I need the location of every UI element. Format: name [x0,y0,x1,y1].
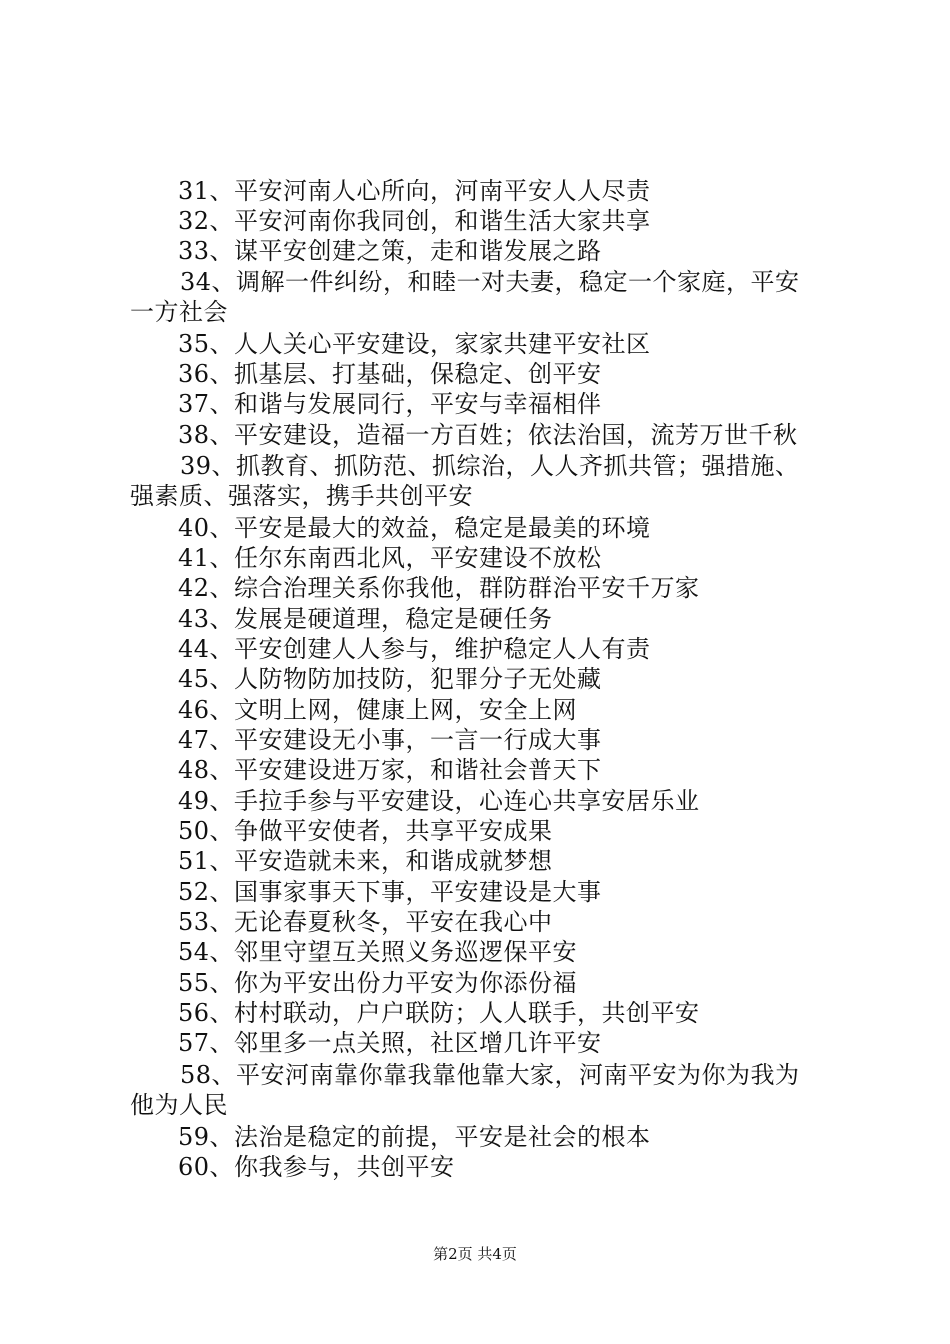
list-item: 44、平安创建人人参与，维护稳定人人有责 [178,635,651,663]
list-item: 46、文明上网，健康上网，安全上网 [178,696,578,724]
list-item: 32、平安河南你我同创，和谐生活大家共享 [178,207,651,235]
list-item: 52、国事家事天下事，平安建设是大事 [178,878,602,906]
list-item: 60、你我参与，共创平安 [178,1153,455,1181]
list-item: 39、抓教育、抓防范、抓综治，人人齐抓共管；强措施、 [180,452,800,480]
list-item: 41、任尔东南西北风，平安建设不放松 [178,544,602,572]
list-item: 57、邻里多一点关照，社区增几许平安 [178,1029,602,1057]
list-item-continuation: 一方社会 [130,298,228,326]
list-item: 35、人人关心平安建设，家家共建平安社区 [178,330,651,358]
list-item: 50、争做平安使者，共享平安成果 [178,817,553,845]
list-item: 47、平安建设无小事，一言一行成大事 [178,726,602,754]
list-item: 37、和谐与发展同行，平安与幸福相伴 [178,390,602,418]
list-item: 33、谋平安创建之策，走和谐发展之路 [178,237,602,265]
list-item: 59、法治是稳定的前提，平安是社会的根本 [178,1123,651,1151]
list-item: 55、你为平安出份力平安为你添份福 [178,969,578,997]
list-item: 58、平安河南靠你靠我靠他靠大家，河南平安为你为我为 [180,1061,800,1089]
list-item: 40、平安是最大的效益，稳定是最美的环境 [178,514,651,542]
list-item-continuation: 强素质、强落实，携手共创平安 [130,482,473,510]
list-item: 36、抓基层、打基础，保稳定、创平安 [178,360,602,388]
list-item: 48、平安建设进万家，和谐社会普天下 [178,756,602,784]
list-item: 34、调解一件纠纷，和睦一对夫妻，稳定一个家庭，平安 [180,268,800,296]
list-item: 43、发展是硬道理，稳定是硬任务 [178,605,553,633]
list-item: 51、平安造就未来，和谐成就梦想 [178,847,553,875]
list-item-continuation: 他为人民 [130,1091,228,1119]
list-item: 31、平安河南人心所向，河南平安人人尽责 [178,177,651,205]
list-item: 49、手拉手参与平安建设，心连心共享安居乐业 [178,787,700,815]
list-item: 38、平安建设，造福一方百姓；依法治国，流芳万世千秋 [178,421,798,449]
list-item: 53、无论春夏秋冬，平安在我心中 [178,908,553,936]
page-footer: 第2页 共4页 [433,1245,517,1263]
list-item: 56、村村联动，户户联防；人人联手，共创平安 [178,999,700,1027]
list-item: 45、人防物防加技防，犯罪分子无处藏 [178,665,602,693]
list-item: 42、综合治理关系你我他，群防群治平安千万家 [178,574,700,602]
list-item: 54、邻里守望互关照义务巡逻保平安 [178,938,578,966]
